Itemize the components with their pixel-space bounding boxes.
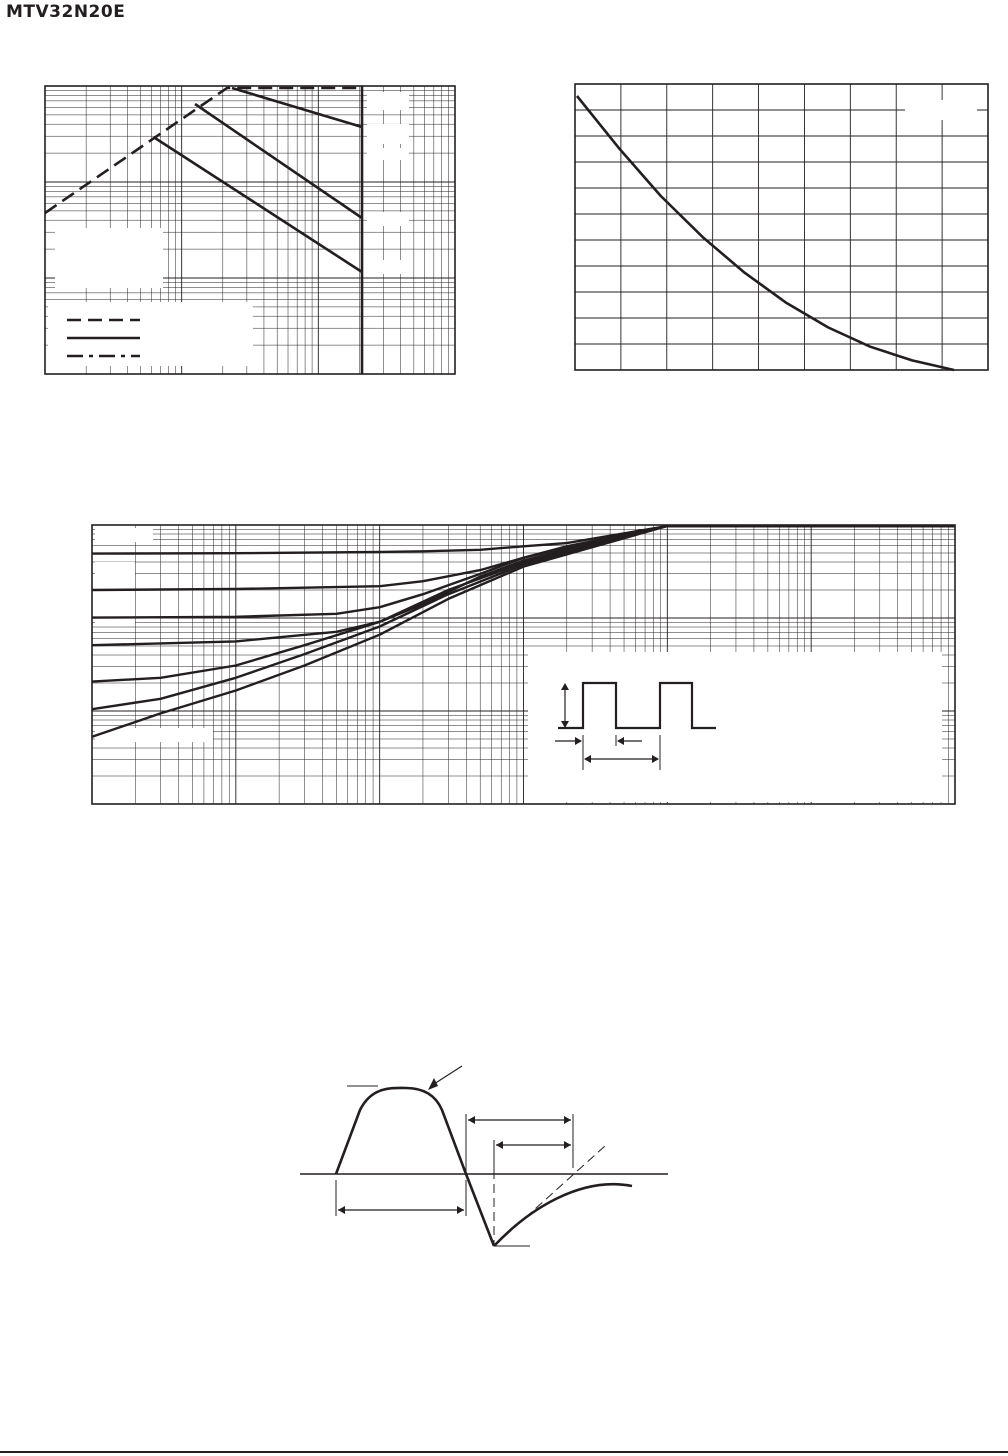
footer-rule — [0, 1451, 1008, 1453]
soa-series-1 — [45, 88, 362, 213]
recovery-slope-line — [494, 1146, 605, 1246]
soa-series-2 — [155, 138, 362, 272]
soa-label-patch — [367, 124, 409, 144]
thermal-inset-box — [528, 652, 942, 802]
derating-series-layer — [577, 96, 977, 370]
reverse-recovery-diagram — [300, 1066, 668, 1246]
soa-series-3 — [195, 104, 362, 218]
soa-label-patch — [367, 92, 409, 110]
soa-label-patch — [367, 260, 409, 274]
derating-grid — [575, 84, 988, 370]
thermal-label-patch — [95, 613, 135, 625]
thermal-label-patch — [95, 528, 153, 542]
soa-label-patch — [367, 148, 409, 160]
derating-curve — [577, 96, 954, 370]
slope-pointer — [434, 1066, 462, 1084]
derating-frame — [575, 84, 988, 370]
soa-conditions-box — [55, 228, 163, 288]
derating-label-patch — [905, 100, 977, 120]
part-number: MTV32N20E — [6, 2, 126, 22]
thermal-duty-cycle-inset — [528, 652, 942, 802]
soa-legend — [48, 302, 253, 366]
soa-series-layer — [45, 86, 409, 374]
recovery-tail — [494, 1184, 632, 1246]
arrow-head — [428, 1078, 438, 1090]
current-waveform — [336, 1088, 494, 1246]
thermal-label-patch — [95, 562, 135, 576]
soa-label-patch — [367, 212, 409, 226]
